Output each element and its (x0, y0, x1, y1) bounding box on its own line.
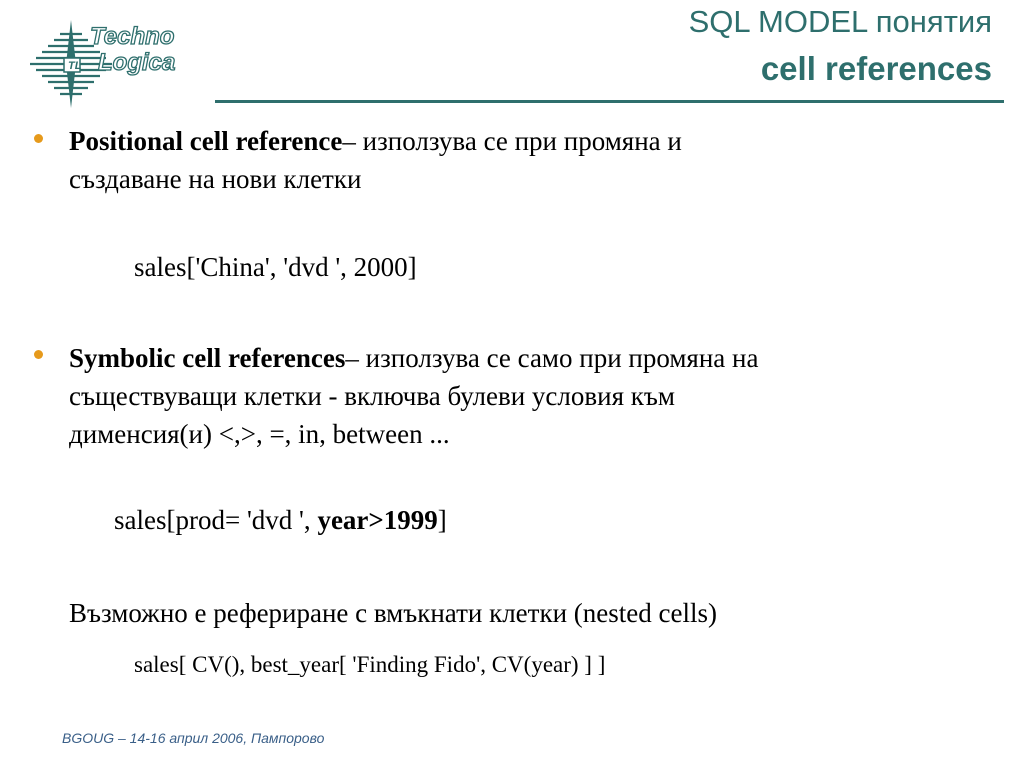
positional-desc-line2: създаване на нови клетки (69, 164, 362, 194)
bullet-icon (34, 350, 43, 359)
symbolic-example-suffix: ] (437, 505, 447, 535)
slide-subtitle: cell references (760, 50, 992, 87)
title-divider (215, 100, 1004, 103)
svg-text:TL: TL (68, 60, 82, 72)
footer-text: BGOUG – 14-16 април 2006, Пампорово (62, 730, 325, 746)
logo-text-techno: Techno (90, 23, 175, 50)
positional-example: sales['China', 'dvd ', 2000] (134, 252, 417, 282)
symbolic-example-condition: year>1999 (317, 505, 438, 535)
symbolic-desc-line1: – използува се само при промяна на (345, 343, 759, 373)
symbolic-desc-line2: съществуващи клетки - включва булеви условия към (69, 381, 675, 411)
symbolic-example-prefix: sales[prod= 'dvd ', (114, 505, 318, 535)
symbolic-example (114, 505, 447, 536)
nested-example: sales[ CV(), best_year[ 'Finding Fido', CV(year) ] ] (134, 652, 606, 677)
symbolic-reference-item (69, 339, 758, 377)
techno-logica-logo (26, 18, 201, 110)
nested-cells-note: Възможно е рефериране с вмъкнати клетки (nested cells) (69, 598, 717, 628)
positional-term: Positional cell reference (69, 126, 343, 156)
diamond-logo-icon (26, 18, 201, 110)
slide-title: SQL MODEL понятия (688, 4, 992, 39)
logo-text-logica: Logica (98, 49, 176, 76)
positional-desc-line1: – използува се при промяна и (342, 126, 682, 156)
positional-reference-item (69, 122, 682, 160)
symbolic-term: Symbolic cell references (69, 343, 346, 373)
bullet-icon (34, 134, 43, 143)
symbolic-desc-line3: дименсия(и) <,>, =, in, between ... (69, 419, 450, 449)
